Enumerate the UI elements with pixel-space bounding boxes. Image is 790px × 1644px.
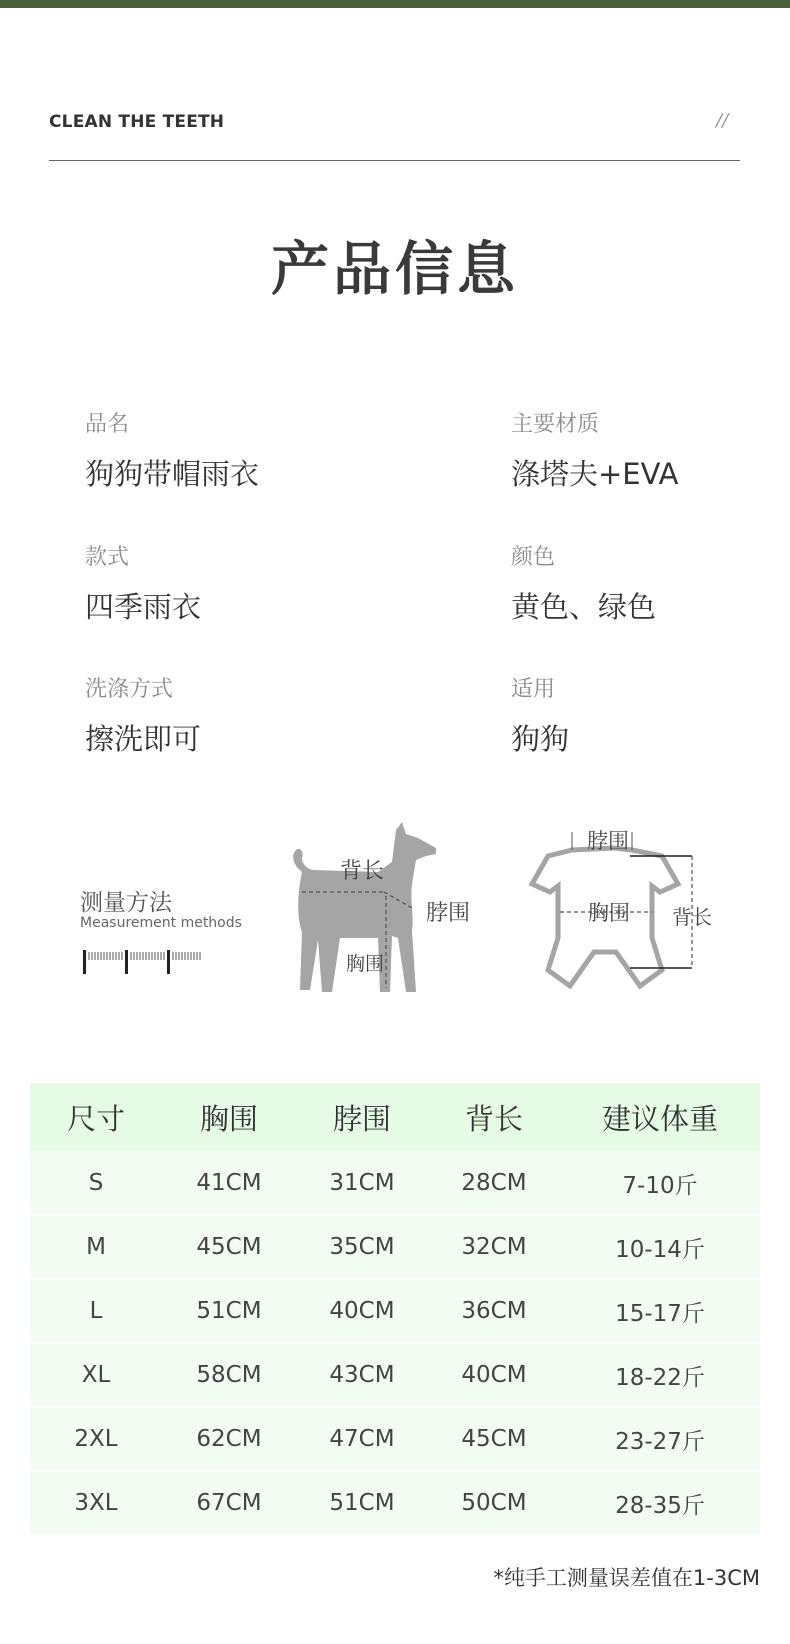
info-value: 四季雨衣 (85, 590, 202, 624)
cell-size: L (30, 1279, 162, 1343)
clothes-measurement-diagram (520, 820, 750, 1000)
info-item-washing (85, 675, 201, 759)
top-accent-bar (0, 0, 790, 8)
cell-chest: 58CM (162, 1343, 296, 1407)
info-label: 颜色 (511, 545, 556, 570)
cell-chest: 51CM (162, 1279, 296, 1343)
cell-chest: 67CM (162, 1471, 296, 1534)
info-value: 狗狗 (511, 722, 570, 756)
cell-weight: 7-10斤 (560, 1152, 760, 1216)
col-header-weight: 建议体重 (560, 1083, 760, 1152)
cell-weight: 23-27斤 (560, 1407, 760, 1471)
info-value: 狗狗带帽雨衣 (85, 457, 260, 491)
measurement-footnote: *纯手工测量误差值在1-3CM (493, 1566, 760, 1590)
info-item-color (511, 543, 656, 627)
dog-chest-label: 胸围 (346, 953, 385, 975)
info-item-material (511, 410, 678, 494)
cell-neck: 40CM (296, 1279, 428, 1343)
cell-size: S (30, 1152, 162, 1216)
cell-weight: 18-22斤 (560, 1343, 760, 1407)
table-row (30, 1215, 760, 1279)
info-value: 涤塔夫+EVA (511, 457, 679, 491)
cell-chest: 62CM (162, 1407, 296, 1471)
cell-neck: 31CM (296, 1152, 428, 1216)
table-row (30, 1152, 760, 1216)
size-table (30, 1083, 760, 1534)
measure-subtitle: Measurement methods (80, 915, 242, 931)
cell-weight: 10-14斤 (560, 1215, 760, 1279)
table-row (30, 1407, 760, 1471)
clothes-chest-label: 胸围 (588, 901, 630, 925)
clothes-back-length-label: 背长 (672, 905, 712, 929)
cell-neck: 35CM (296, 1215, 428, 1279)
info-label: 主要材质 (511, 412, 600, 437)
table-row (30, 1471, 760, 1534)
cell-back-length: 36CM (428, 1279, 560, 1343)
header-slash-mark: // (716, 110, 729, 131)
col-header-back-length: 背长 (428, 1083, 560, 1152)
cell-neck: 51CM (296, 1471, 428, 1534)
cell-size: 2XL (30, 1407, 162, 1471)
page-title: 产品信息 (270, 235, 519, 303)
cell-back-length: 45CM (428, 1407, 560, 1471)
info-value: 黄色、绿色 (511, 590, 657, 624)
ruler-icon (80, 948, 210, 976)
measure-title: 测量方法 (80, 890, 172, 916)
dog-neck-label: 脖围 (426, 901, 471, 926)
cell-weight: 28-35斤 (560, 1471, 760, 1534)
cell-back-length: 50CM (428, 1471, 560, 1534)
header-divider (49, 160, 740, 161)
cell-chest: 45CM (162, 1215, 296, 1279)
cell-neck: 43CM (296, 1343, 428, 1407)
info-item-suitable (511, 675, 569, 759)
table-row (30, 1279, 760, 1343)
section-header-label: CLEAN THE TEETH (49, 112, 225, 132)
info-label: 洗涤方式 (85, 677, 174, 702)
col-header-size: 尺寸 (30, 1083, 162, 1152)
cell-size: XL (30, 1343, 162, 1407)
cell-size: M (30, 1215, 162, 1279)
col-header-neck: 脖围 (296, 1083, 428, 1152)
table-row (30, 1343, 760, 1407)
cell-back-length: 32CM (428, 1215, 560, 1279)
info-label: 款式 (85, 545, 130, 570)
cell-weight: 15-17斤 (560, 1279, 760, 1343)
info-item-style (85, 543, 201, 627)
info-label: 适用 (511, 677, 556, 702)
cell-chest: 41CM (162, 1152, 296, 1216)
cell-back-length: 40CM (428, 1343, 560, 1407)
col-header-chest: 胸围 (162, 1083, 296, 1152)
table-header-row (30, 1083, 760, 1152)
cell-size: 3XL (30, 1471, 162, 1534)
dog-back-length-label: 背长 (340, 859, 385, 884)
info-label: 品名 (85, 412, 130, 437)
info-value: 擦洗即可 (85, 722, 202, 756)
cell-neck: 47CM (296, 1407, 428, 1471)
cell-back-length: 28CM (428, 1152, 560, 1216)
info-item-name (85, 410, 259, 494)
dog-measurement-diagram (288, 820, 488, 1000)
clothes-neck-label: 脖围 (587, 829, 629, 853)
